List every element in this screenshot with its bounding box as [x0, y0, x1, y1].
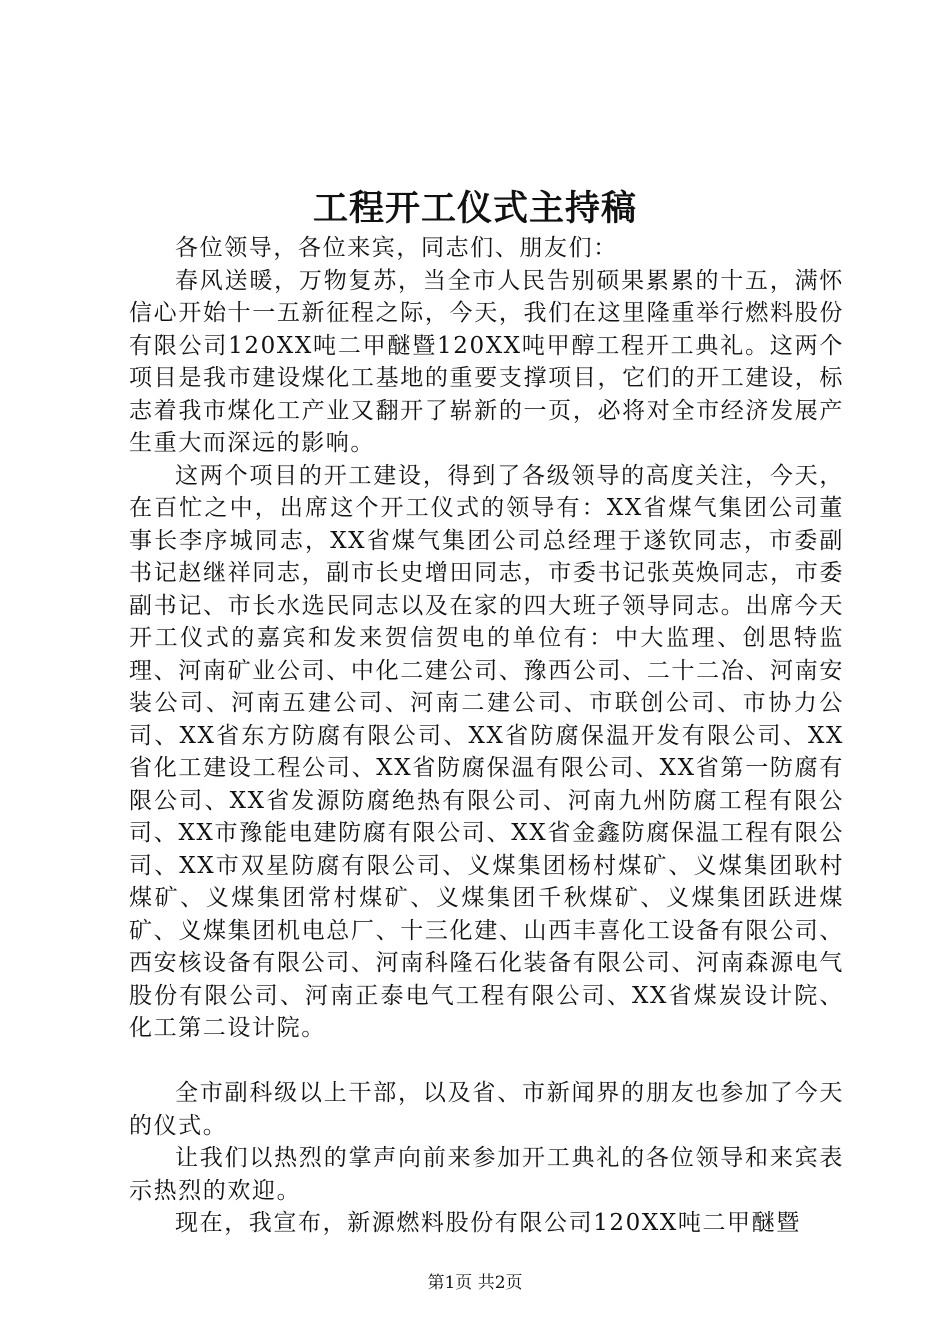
body-paragraph-4: 让我们以热烈的掌声向前来参加开工典礼的各位领导和来宾表示热烈的欢迎。 — [129, 1145, 844, 1204]
body-paragraph-2: 这两个项目的开工建设，得到了各级领导的高度关注，今天，在百忙之中，出席这个开工仪式的领导有：XX省煤气集团公司董事长李序城同志，XX省煤气集团公司总经理于遂钦同志，市委副书记赵继祥同志，副市长史增田同志，市委书记张英焕同志，市委副书记、市长水选民同志以及在家的四大班子领导同志。出席今天开工仪式的嘉宾和发来贺信贺电的单位有：中大监理、创思特监理、河南矿业公司、中化二建公司、豫西公司、二十二冶、河南安装公司、河南五建公司、河南二建公司、市联创公司、市协力公司、XX省东方防腐有限公司、XX省防腐保温开发有限公司、XX省化工建设工程公司、XX省防腐保温有限公司、XX省第一防腐有限公司、XX省发源防腐绝热有限公司、河南九州防腐工程有限公司、XX市豫能电建防腐有限公司、XX省金鑫防腐保温工程有限公司、XX市双星防腐有限公司、义煤集团杨村煤矿、义煤集团耿村煤矿、义煤集团常村煤矿、义煤集团千秋煤矿、义煤集团跃进煤矿、义煤集团机电总厂、十三化建、山西丰喜化工设备有限公司、西安核设备有限公司、河南科隆石化装备有限公司、河南森源电气股份有限公司、河南正泰电气工程有限公司、XX省煤炭设计院、化工第二设计院。 — [129, 462, 844, 1041]
greeting-paragraph: 各位领导，各位来宾，同志们、朋友们： — [175, 235, 618, 261]
paragraph-spacer — [129, 1045, 844, 1078]
document-title: 工程开工仪式主持稿 — [312, 188, 637, 229]
page-footer: 第1页 共2页 — [427, 1273, 523, 1293]
body-paragraph-1: 春风送暖，万物复苏，当全市人民告别硕果累累的十五，满怀信心开始十一五新征程之际，今天，我们在这里隆重举行燃料股份有限公司120XX吨二甲醚暨120XX吨甲醇工程开工典礼。这两个项目是我市建设煤化工基地的重要支撑项目，它们的开工建设，标志着我市煤化工产业又翻开了崭新的一页，必将对全市经济发展产生重大而深远的影响。 — [129, 267, 844, 456]
body-paragraph-5: 现在，我宣布，新源燃料股份有限公司120XX吨二甲醚暨 — [175, 1210, 801, 1236]
document-body — [129, 232, 844, 1240]
body-paragraph-3: 全市副科级以上干部，以及省、市新闻界的朋友也参加了今天的仪式。 — [129, 1080, 844, 1139]
